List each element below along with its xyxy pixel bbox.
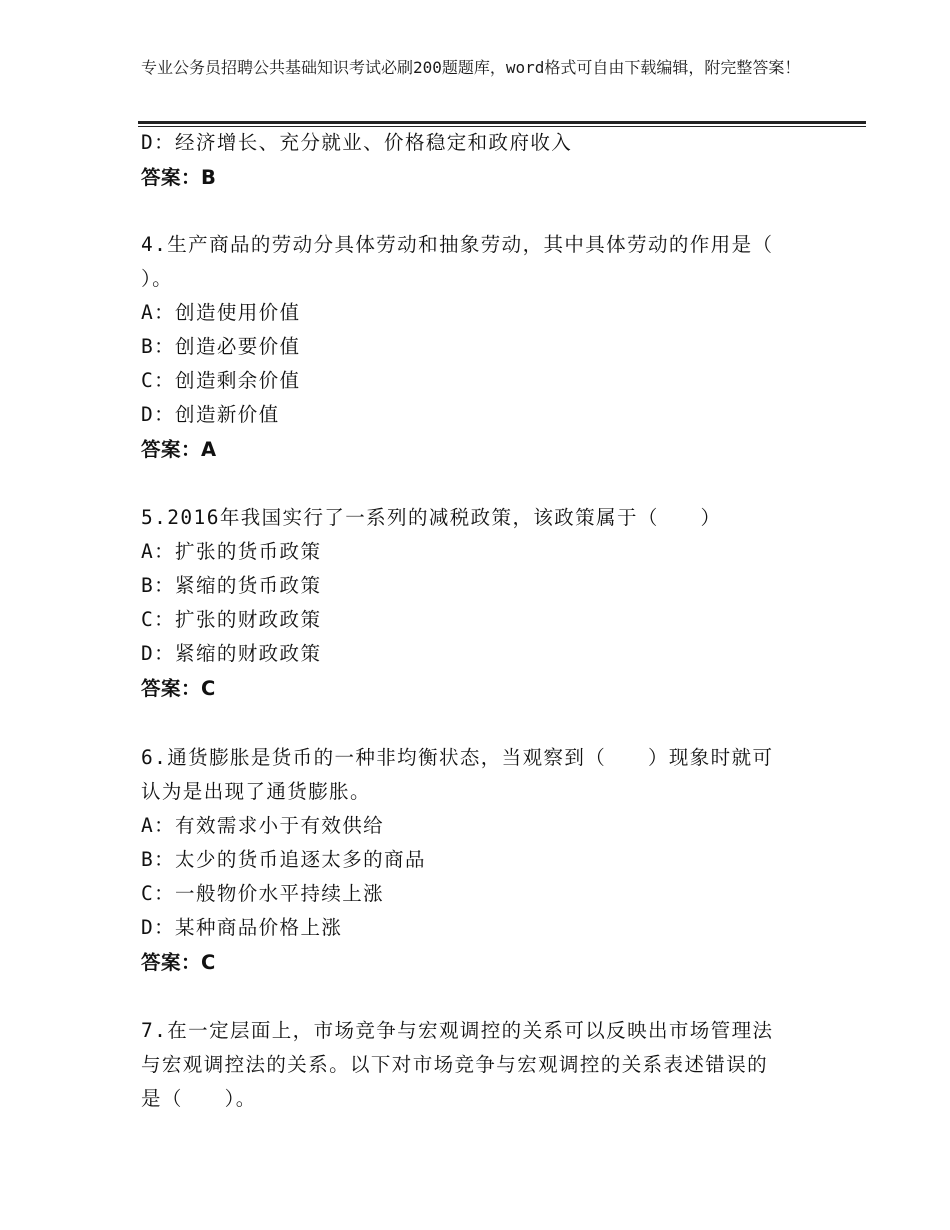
q5-option-c: C：扩张的财政政策	[141, 608, 322, 631]
q4-stem-line-2: ）。	[141, 267, 174, 290]
q3-answer: 答案：B	[141, 166, 217, 189]
q4-option-a: A：创造使用价值	[141, 301, 301, 324]
q5-option-a: A：扩张的货币政策	[141, 540, 322, 563]
q5-option-b: B：紧缩的货币政策	[141, 574, 322, 597]
header-divider-thick	[138, 121, 866, 124]
q7-stem-line-1: 7.在一定层面上，市场竞争与宏观调控的关系可以反映出市场管理法	[141, 1019, 774, 1042]
q3-option-d: D：经济增长、充分就业、价格稳定和政府收入	[141, 131, 573, 154]
q6-stem-line-1: 6.通货膨胀是货币的一种非均衡状态，当观察到（ ）现象时就可	[141, 746, 774, 769]
page-header: 专业公务员招聘公共基础知识考试必刷200题题库，word格式可自由下载编辑，附完整答案！	[141, 58, 801, 77]
q6-answer: 答案：C	[141, 951, 216, 974]
q6-option-a: A：有效需求小于有效供给	[141, 814, 385, 837]
q6-stem-line-2: 认为是出现了通货膨胀。	[141, 780, 371, 803]
q4-option-c: C：创造剩余价值	[141, 369, 301, 392]
q5-option-d: D：紧缩的财政政策	[141, 642, 322, 665]
q4-stem-line-1: 4.生产商品的劳动分具体劳动和抽象劳动，其中具体劳动的作用是（	[141, 233, 774, 256]
q4-answer: 答案：A	[141, 438, 217, 461]
q6-option-b: B：太少的货币追逐太多的商品	[141, 848, 426, 871]
q6-option-c: C：一般物价水平持续上涨	[141, 882, 385, 905]
q4-option-b: B：创造必要价值	[141, 335, 301, 358]
q4-option-d: D：创造新价值	[141, 403, 280, 426]
q7-stem-line-3: 是（ ）。	[141, 1087, 257, 1110]
q5-answer: 答案：C	[141, 677, 216, 700]
q6-option-d: D：某种商品价格上涨	[141, 916, 343, 939]
q7-stem-line-2: 与宏观调控法的关系。以下对市场竞争与宏观调控的关系表述错误的	[141, 1053, 769, 1076]
q5-stem-line-1: 5.2016年我国实行了一系列的减税政策，该政策属于（ ）	[141, 506, 722, 529]
